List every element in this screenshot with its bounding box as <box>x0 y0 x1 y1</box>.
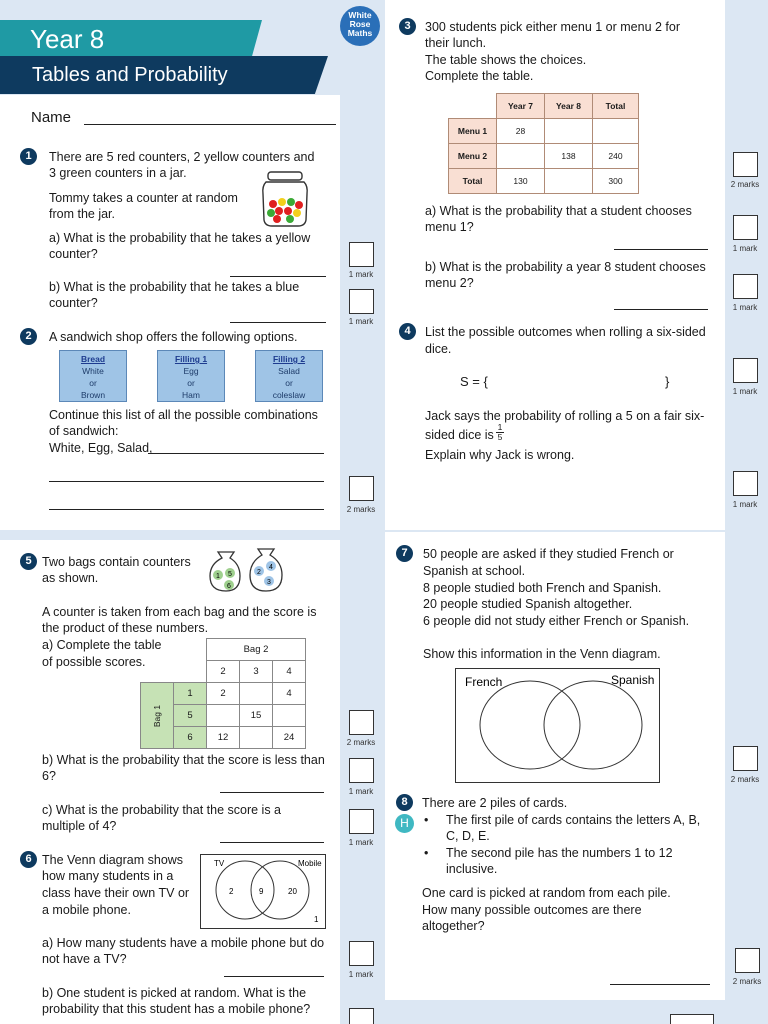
row-header: Menu 2 <box>449 144 497 169</box>
mark-box[interactable] <box>733 471 758 496</box>
mark-box[interactable] <box>349 289 374 314</box>
q8-text-1: There are 2 piles of cards. <box>422 796 568 810</box>
q4-text-3: Jack says the probability of rolling a 5 on a fair six- <box>425 409 705 423</box>
svg-text:TV: TV <box>214 859 225 868</box>
q7-text-3: 8 people studied both French and Spanish. <box>423 581 662 595</box>
set-open: S = { <box>460 374 488 389</box>
q2-intro: A sandwich shop offers the following options. <box>49 330 298 344</box>
svg-text:4: 4 <box>269 564 273 571</box>
table-cell[interactable]: 2 <box>207 683 240 705</box>
mark-box[interactable] <box>349 710 374 735</box>
q2-answer-line-2[interactable] <box>49 481 324 482</box>
mark-box[interactable] <box>733 152 758 177</box>
svg-text:3: 3 <box>267 579 271 586</box>
svg-text:French: French <box>465 675 503 689</box>
mark-box[interactable] <box>349 1008 374 1024</box>
table-cell[interactable]: 300 <box>593 169 639 194</box>
menu-table <box>448 93 639 194</box>
q8-bullet-1a: The first pile of cards contains the letters A, B, <box>446 813 701 827</box>
q4-text-1: List the possible outcomes when rolling a six-sided <box>425 325 706 339</box>
mark-box[interactable] <box>349 941 374 966</box>
q5a-text-2: of possible scores. <box>42 655 146 669</box>
q5c-text-1: c) What is the probability that the score is a <box>42 803 281 817</box>
mark-box[interactable] <box>733 746 758 771</box>
question-number-5: 5 <box>20 553 37 570</box>
col-header: 3 <box>240 661 273 683</box>
q2-text-2: of sandwich: <box>49 424 119 438</box>
jar-icon <box>260 170 310 228</box>
q1a-text-2: counter? <box>49 247 98 261</box>
table-cell[interactable] <box>240 727 273 749</box>
white-rose-logo: White Rose Maths <box>340 6 380 46</box>
table-cell[interactable] <box>593 119 639 144</box>
q5-text-2: as shown. <box>42 571 99 585</box>
svg-text:6: 6 <box>227 583 231 590</box>
q7-text-1: 50 people are asked if they studied French or <box>423 547 674 561</box>
mark-label: 2 marks <box>346 738 376 747</box>
q2-answer-line-1[interactable] <box>148 453 324 454</box>
svg-text:5: 5 <box>228 571 232 578</box>
year-title: Year 8 <box>30 24 105 54</box>
svg-text:2: 2 <box>229 887 234 896</box>
table-cell[interactable] <box>207 705 240 727</box>
q1b-text-1: b) What is the probability that he takes a blue <box>49 280 300 294</box>
table-cell[interactable]: 12 <box>207 727 240 749</box>
page-subtitle: Tables and Probability <box>32 64 228 86</box>
q5c-text-2: multiple of 4? <box>42 819 117 833</box>
row-header: Total <box>449 169 497 194</box>
q6-text-4: a mobile phone. <box>42 903 131 917</box>
q5-text-1: Two bags contain counters <box>42 555 191 569</box>
mark-label: 1 mark <box>732 387 758 396</box>
mark-label: 2 marks <box>346 505 376 514</box>
bag1-header: Bag 1 <box>141 683 174 749</box>
mark-box[interactable] <box>349 809 374 834</box>
q3a-text-1: a) What is the probability that a student chooses <box>425 204 692 218</box>
tv-mobile-venn-diagram <box>200 854 326 929</box>
q8-text-2: One card is picked at random from each pile. <box>422 886 671 900</box>
mark-label: 1 mark <box>348 838 374 847</box>
q3-text-2: their lunch. <box>425 36 487 50</box>
q1b-text-2: counter? <box>49 296 98 310</box>
q3-text-3: The table shows the choices. <box>425 53 587 67</box>
mark-box[interactable] <box>735 948 760 973</box>
bullet: • <box>424 846 429 860</box>
q1-text-4: from the jar. <box>49 207 115 221</box>
col-header: 2 <box>207 661 240 683</box>
bullet: • <box>424 813 429 827</box>
q1-text-1: There are 5 red counters, 2 yellow counters and <box>49 150 315 164</box>
q1-text-2: 3 green counters in a jar. <box>49 166 187 180</box>
table-cell[interactable] <box>497 144 545 169</box>
q1b-answer-line[interactable] <box>230 322 326 323</box>
q2-answer-line-3[interactable] <box>49 509 324 510</box>
svg-text:Spanish: Spanish <box>611 673 655 687</box>
mark-box[interactable] <box>733 215 758 240</box>
table-cell[interactable]: 24 <box>273 727 306 749</box>
mark-box[interactable] <box>733 274 758 299</box>
q7-text-6: Show this information in the Venn diagram. <box>423 647 661 661</box>
scores-table <box>140 638 306 749</box>
counter-bags-icon <box>204 544 288 594</box>
q4-text-4: sided dice is <box>425 428 494 442</box>
french-spanish-venn-diagram[interactable] <box>455 668 660 783</box>
question-number-3: 3 <box>399 18 416 35</box>
mark-label: 1 mark <box>732 500 758 509</box>
q8-bullet-2b: inclusive. <box>446 862 498 876</box>
mark-label: 2 marks <box>730 180 760 189</box>
mark-box[interactable] <box>349 758 374 783</box>
question-number-8: 8 <box>396 794 413 811</box>
q6-text-1: The Venn diagram shows <box>42 853 184 867</box>
q5b-answer-line[interactable] <box>220 792 324 793</box>
table-cell[interactable]: 138 <box>545 144 593 169</box>
q5a-text-1: a) Complete the table <box>42 638 162 652</box>
question-number-2: 2 <box>20 328 37 345</box>
q6a-answer-line[interactable] <box>224 976 324 977</box>
col-header: Year 8 <box>545 94 593 119</box>
q3b-answer-line[interactable] <box>614 309 708 310</box>
q3-text-1: 300 students pick either menu 1 or menu 2 for <box>425 20 681 34</box>
q5-text-3: A counter is taken from each bag and the score is <box>42 605 317 619</box>
bag2-header: Bag 2 <box>207 639 306 661</box>
filling1-options-box: Filling 1 Egg or Ham <box>157 350 225 402</box>
question-number-7: 7 <box>396 545 413 562</box>
mark-label: 2 marks <box>730 775 760 784</box>
row-header: 1 <box>174 683 207 705</box>
q6-text-2: how many students in a <box>42 869 174 883</box>
bread-options-box: Bread White or Brown <box>59 350 127 402</box>
q3-text-4: Complete the table. <box>425 69 534 83</box>
q3a-text-2: menu 1? <box>425 220 474 234</box>
q1a-answer-line[interactable] <box>230 276 326 277</box>
table-cell[interactable]: 130 <box>497 169 545 194</box>
row-header: 6 <box>174 727 207 749</box>
row-header: Menu 1 <box>449 119 497 144</box>
svg-text:20: 20 <box>288 887 297 896</box>
mark-label: 1 mark <box>348 787 374 796</box>
q8-text-3: How many possible outcomes are there <box>422 903 642 917</box>
name-field[interactable] <box>84 124 336 125</box>
svg-text:Mobile: Mobile <box>298 859 322 868</box>
table-cell[interactable] <box>545 169 593 194</box>
table-cell[interactable] <box>273 705 306 727</box>
table-cell[interactable]: 28 <box>497 119 545 144</box>
q3b-text-2: menu 2? <box>425 276 474 290</box>
fraction: 1 5 <box>497 422 503 442</box>
q7-text-2: Spanish at school. <box>423 564 526 578</box>
q6-text-3: class have their own TV or <box>42 886 190 900</box>
q2-text-1: Continue this list of all the possible combinations <box>49 408 318 422</box>
q5b-text-1: b) What is the probability that the score is less than <box>42 753 325 767</box>
table-cell[interactable]: 4 <box>273 683 306 705</box>
question-number-6: 6 <box>20 851 37 868</box>
svg-text:2: 2 <box>257 569 261 576</box>
table-cell[interactable] <box>545 119 593 144</box>
mark-label: 1 mark <box>732 303 758 312</box>
q4-text-2: dice. <box>425 342 452 356</box>
q1-text-3: Tommy takes a counter at random <box>49 191 238 205</box>
col-header: Year 7 <box>497 94 545 119</box>
q1a-text-1: a) What is the probability that he takes a yellow <box>49 231 311 245</box>
svg-text:1: 1 <box>314 915 319 924</box>
q5-text-4: the product of these numbers. <box>42 621 209 635</box>
q7-text-5: 6 people did not study either French or Spanish. <box>423 614 690 628</box>
mark-label: 1 mark <box>732 244 758 253</box>
table-cell[interactable] <box>240 683 273 705</box>
mark-label: 1 mark <box>348 970 374 979</box>
mark-box[interactable] <box>349 476 374 501</box>
q3b-text-1: b) What is the probability a year 8 student chooses <box>425 260 706 274</box>
mark-box[interactable] <box>670 1014 714 1024</box>
q5c-answer-line[interactable] <box>220 842 324 843</box>
svg-text:9: 9 <box>259 887 264 896</box>
q7-text-4: 20 people studied Spanish altogether. <box>423 597 633 611</box>
mark-label: 1 mark <box>348 317 374 326</box>
table-cell[interactable]: 15 <box>240 705 273 727</box>
q6a-text-1: a) How many students have a mobile phone but do <box>42 936 325 950</box>
col-header: Total <box>593 94 639 119</box>
q5b-text-2: 6? <box>42 769 56 783</box>
q3a-answer-line[interactable] <box>614 249 708 250</box>
mark-label: 1 mark <box>348 270 374 279</box>
svg-text:1: 1 <box>216 573 220 580</box>
filling2-options-box: Filling 2 Salad or coleslaw <box>255 350 323 402</box>
q6b-text-2: probability that this student has a mobile phone? <box>42 1002 311 1016</box>
col-header: 4 <box>273 661 306 683</box>
question-number-1: 1 <box>20 148 37 165</box>
question-number-4: 4 <box>399 323 416 340</box>
q8-text-4: altogether? <box>422 919 485 933</box>
higher-badge: H <box>395 814 414 833</box>
mark-box[interactable] <box>733 358 758 383</box>
q2-text-3: White, Egg, Salad, <box>49 441 153 455</box>
name-label: Name <box>31 109 72 126</box>
table-cell[interactable]: 240 <box>593 144 639 169</box>
q6b-text-1: b) One student is picked at random. What is the <box>42 986 307 1000</box>
row-header: 5 <box>174 705 207 727</box>
q6a-text-2: not have a TV? <box>42 952 127 966</box>
q8-answer-line[interactable] <box>610 984 710 985</box>
set-close: } <box>665 374 670 389</box>
mark-box[interactable] <box>349 242 374 267</box>
mark-label: 2 marks <box>732 977 762 986</box>
q8-bullet-1b: C, D, E. <box>446 829 490 843</box>
q4-text-5: Explain why Jack is wrong. <box>425 448 575 462</box>
q8-bullet-2a: The second pile has the numbers 1 to 12 <box>446 846 673 860</box>
